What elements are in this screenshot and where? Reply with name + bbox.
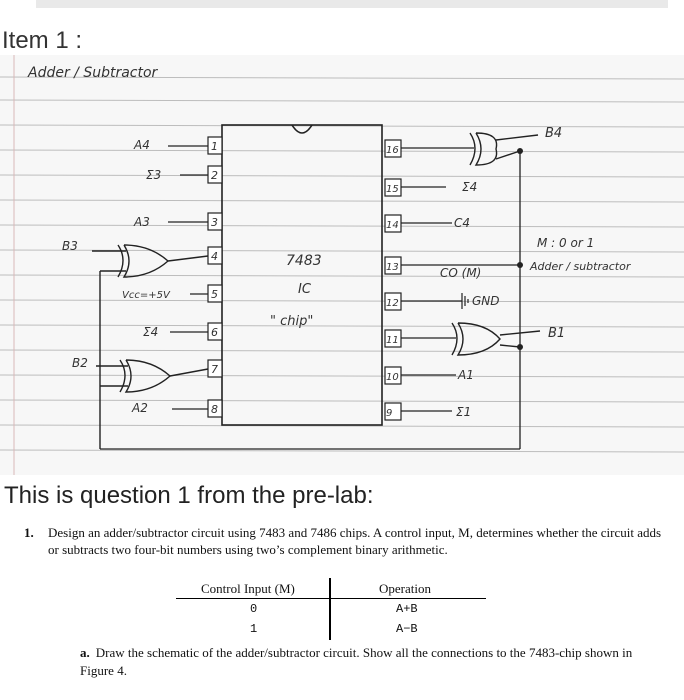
part-a-text: Draw the schematic of the adder/subtractor circuit. Show all the connections to the 7483-chip shown in Figure 4. <box>80 645 633 678</box>
label-a4: A4 <box>134 138 150 152</box>
label-vcc: Vcc=+5V <box>122 290 170 301</box>
pin-2: 2 <box>211 169 218 182</box>
label-b3: B3 <box>62 239 78 253</box>
label-b4: B4 <box>545 126 563 141</box>
pin-15: 15 <box>386 184 399 195</box>
label-a1: A1 <box>458 368 474 382</box>
label-c4: C4 <box>454 216 471 230</box>
pin-11: 11 <box>386 335 399 346</box>
m-note-2: Adder / subtractor <box>530 260 631 273</box>
question-heading: This is question 1 from the pre-lab: <box>4 482 374 509</box>
label-sum1: Σ1 <box>456 405 472 419</box>
label-co: CO (M) <box>440 266 482 280</box>
label-b1: B1 <box>548 326 566 341</box>
table-header-operation: Operation <box>379 581 431 596</box>
chip-part: 7483 <box>286 253 322 269</box>
pin-13: 13 <box>386 262 399 273</box>
label-sum3: Σ3 <box>146 168 162 182</box>
part-a-label: a. <box>80 645 90 660</box>
circuit-sketch <box>0 55 684 475</box>
pin-4: 4 <box>211 250 218 263</box>
label-sum4-right: Σ4 <box>462 180 478 194</box>
pin-7: 7 <box>211 363 218 376</box>
part-a <box>80 644 660 680</box>
question-number: 1. <box>24 525 34 540</box>
label-gnd: GND <box>472 294 500 308</box>
chip-type: IC <box>298 282 311 297</box>
table-row-op: A−B <box>396 622 418 636</box>
sketch-heading: Adder / Subtractor <box>28 65 158 81</box>
pin-3: 3 <box>211 216 218 229</box>
label-b2: B2 <box>72 356 88 370</box>
pin-12: 12 <box>386 298 399 309</box>
pin-6: 6 <box>211 326 218 339</box>
pin-9: 9 <box>386 408 393 419</box>
table-rule <box>176 598 486 599</box>
table-row-m: 0 <box>250 602 258 616</box>
label-a3: A3 <box>134 215 150 229</box>
label-sum4-left: Σ4 <box>143 325 159 339</box>
pin-5: 5 <box>211 288 218 301</box>
table-divider <box>329 578 331 640</box>
pin-10: 10 <box>386 372 399 383</box>
pin-14: 14 <box>386 220 399 231</box>
question-text: Design an adder/subtractor circuit using 7483 and 7486 chips. A control input, M, determines whether the circuit adds or subtracts two four-bit numbers using two’s complement binary arithmetic. <box>48 525 662 557</box>
control-table <box>176 578 486 640</box>
m-note: M : 0 or 1 <box>537 236 595 250</box>
pin-16: 16 <box>386 145 399 156</box>
chip-quote: " chip" <box>270 314 314 329</box>
top-image-edge <box>36 0 668 8</box>
table-header-control: Control Input (M) <box>201 581 295 596</box>
pin-8: 8 <box>211 403 218 416</box>
table-row-op: A+B <box>396 602 418 616</box>
label-a2: A2 <box>132 401 148 415</box>
pin-1: 1 <box>211 140 218 153</box>
table-row-m: 1 <box>250 622 258 636</box>
item-title: Item 1 : <box>2 27 83 54</box>
